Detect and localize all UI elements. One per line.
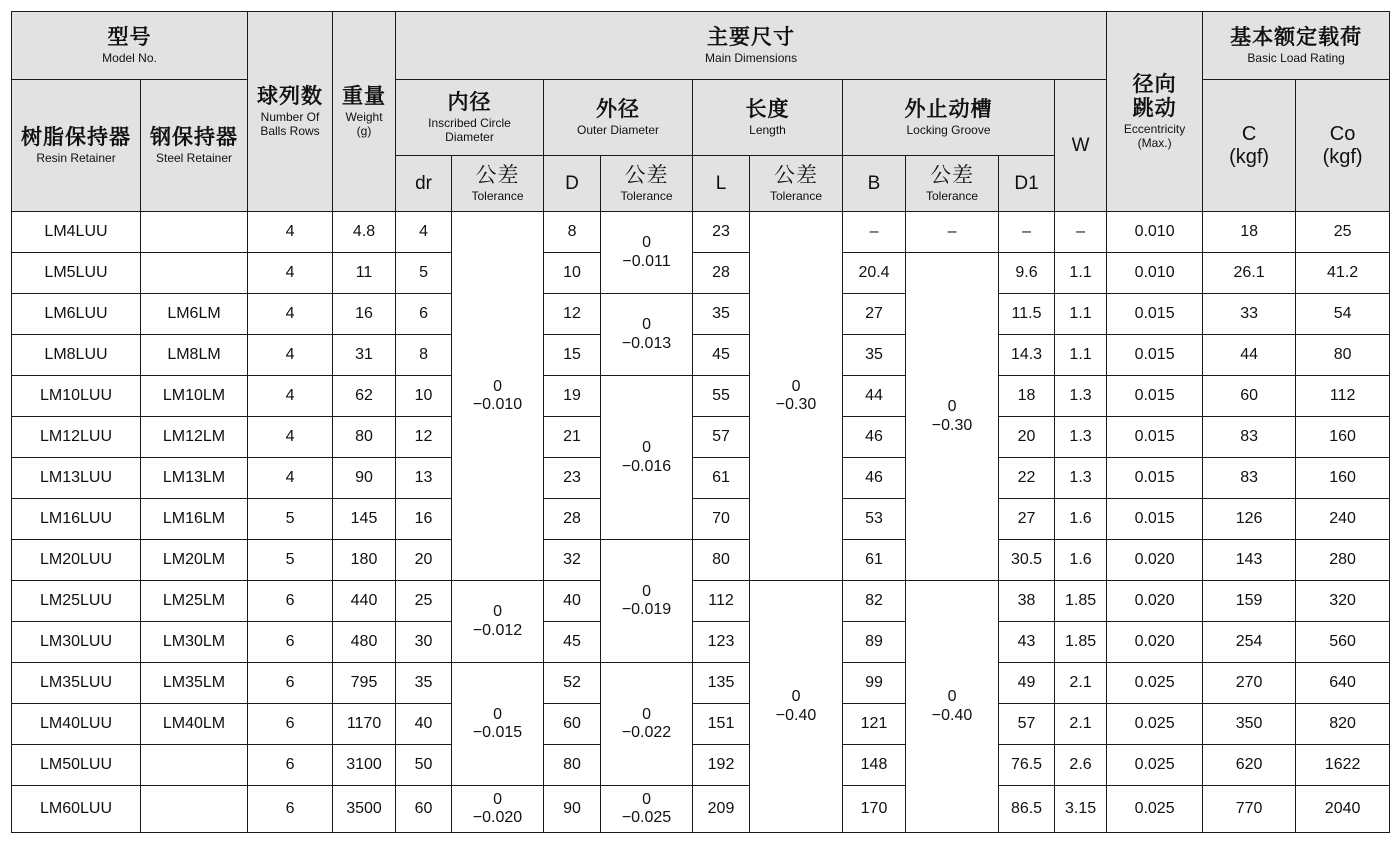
cell-D1: –: [999, 212, 1055, 253]
cell-balls: 6: [248, 745, 333, 786]
cell-D1: 86.5: [999, 786, 1055, 833]
cell-steel: LM13LM: [141, 458, 248, 499]
cell-L: 70: [693, 499, 750, 540]
cell-balls: 4: [248, 417, 333, 458]
cell-eccentricity: 0.010: [1107, 212, 1203, 253]
cell-balls: 5: [248, 499, 333, 540]
cell-D: 19: [544, 376, 601, 417]
cell-B: 89: [843, 622, 906, 663]
cell-C: 18: [1203, 212, 1296, 253]
cell-Co: 25: [1296, 212, 1390, 253]
cell-Co: 240: [1296, 499, 1390, 540]
header-D1: D1: [999, 156, 1055, 212]
cell-weight: 1170: [333, 704, 396, 745]
cell-outer-tolerance: 0 −0.022: [601, 663, 693, 786]
cell-Co: 54: [1296, 294, 1390, 335]
cell-steel: [141, 786, 248, 833]
cell-dr: 20: [396, 540, 452, 581]
table-row: [12, 499, 1390, 540]
cell-W: 1.3: [1055, 458, 1107, 499]
cell-D: 32: [544, 540, 601, 581]
cell-C: 26.1: [1203, 253, 1296, 294]
cell-L: 57: [693, 417, 750, 458]
cell-D1: 11.5: [999, 294, 1055, 335]
cell-dr: 35: [396, 663, 452, 704]
cell-W: 1.1: [1055, 294, 1107, 335]
cell-resin: LM20LUU: [12, 540, 141, 581]
cell-D: 60: [544, 704, 601, 745]
header-D: D: [544, 156, 601, 212]
cell-balls: 4: [248, 458, 333, 499]
header-steel-retainer: 钢保持器 Steel Retainer: [141, 80, 248, 212]
cell-B: 35: [843, 335, 906, 376]
cell-steel: [141, 212, 248, 253]
cell-outer-tolerance: 0 −0.013: [601, 294, 693, 376]
cell-C: 83: [1203, 417, 1296, 458]
cell-D: 80: [544, 745, 601, 786]
cell-W: 3.15: [1055, 786, 1107, 833]
table-row: [12, 786, 1390, 833]
header-c: C (kgf): [1203, 80, 1296, 212]
header-model: 型号 Model No.: [12, 12, 248, 80]
cell-weight: 480: [333, 622, 396, 663]
header-resin-retainer: 树脂保持器 Resin Retainer: [12, 80, 141, 212]
cell-resin: LM35LUU: [12, 663, 141, 704]
cell-eccentricity: 0.015: [1107, 499, 1203, 540]
cell-balls: 6: [248, 622, 333, 663]
cell-inner-tolerance: 0 −0.010: [452, 212, 544, 581]
cell-D: 10: [544, 253, 601, 294]
cell-D1: 22: [999, 458, 1055, 499]
cell-dr: 8: [396, 335, 452, 376]
cell-dr: 4: [396, 212, 452, 253]
cell-length-tolerance: 0 −0.40: [750, 581, 843, 833]
header-dr: dr: [396, 156, 452, 212]
cell-steel: LM6LM: [141, 294, 248, 335]
cell-balls: 5: [248, 540, 333, 581]
cell-eccentricity: 0.015: [1107, 458, 1203, 499]
cell-weight: 4.8: [333, 212, 396, 253]
table-row: [12, 458, 1390, 499]
cell-C: 33: [1203, 294, 1296, 335]
cell-L: 151: [693, 704, 750, 745]
cell-resin: LM13LUU: [12, 458, 141, 499]
cell-resin: LM60LUU: [12, 786, 141, 833]
cell-length-tolerance: 0 −0.30: [750, 212, 843, 581]
cell-weight: 80: [333, 417, 396, 458]
cell-C: 126: [1203, 499, 1296, 540]
cell-steel: LM8LM: [141, 335, 248, 376]
table-row: [12, 663, 1390, 704]
cell-D: 23: [544, 458, 601, 499]
cell-resin: LM5LUU: [12, 253, 141, 294]
cell-Co: 560: [1296, 622, 1390, 663]
cell-steel: [141, 253, 248, 294]
cell-outer-tolerance: 0 −0.025: [601, 786, 693, 833]
cell-B: 53: [843, 499, 906, 540]
cell-C: 60: [1203, 376, 1296, 417]
cell-B: 121: [843, 704, 906, 745]
table-row: [12, 622, 1390, 663]
cell-B: 148: [843, 745, 906, 786]
cell-B: 46: [843, 458, 906, 499]
cell-C: 770: [1203, 786, 1296, 833]
cell-D: 90: [544, 786, 601, 833]
cell-steel: LM40LM: [141, 704, 248, 745]
cell-eccentricity: 0.020: [1107, 622, 1203, 663]
cell-dr: 30: [396, 622, 452, 663]
cell-C: 159: [1203, 581, 1296, 622]
cell-steel: LM35LM: [141, 663, 248, 704]
cell-L: 45: [693, 335, 750, 376]
cell-weight: 145: [333, 499, 396, 540]
cell-dr: 40: [396, 704, 452, 745]
cell-weight: 3100: [333, 745, 396, 786]
header-B-tolerance: 公差 Tolerance: [906, 156, 999, 212]
cell-W: 1.3: [1055, 376, 1107, 417]
cell-B: 170: [843, 786, 906, 833]
cell-D: 45: [544, 622, 601, 663]
cell-steel: LM30LM: [141, 622, 248, 663]
cell-resin: LM30LUU: [12, 622, 141, 663]
cell-W: 2.1: [1055, 663, 1107, 704]
cell-dr: 25: [396, 581, 452, 622]
cell-eccentricity: 0.015: [1107, 335, 1203, 376]
cell-balls: 4: [248, 376, 333, 417]
cell-Co: 280: [1296, 540, 1390, 581]
header-w: W: [1055, 80, 1107, 212]
cell-weight: 16: [333, 294, 396, 335]
cell-C: 620: [1203, 745, 1296, 786]
header-weight: 重量 Weight (g): [333, 12, 396, 212]
cell-inner-tolerance: 0 −0.012: [452, 581, 544, 663]
cell-B: 46: [843, 417, 906, 458]
cell-Co: 640: [1296, 663, 1390, 704]
header-dr-tolerance: 公差 Tolerance: [452, 156, 544, 212]
cell-D: 21: [544, 417, 601, 458]
cell-balls: 6: [248, 581, 333, 622]
cell-dr: 12: [396, 417, 452, 458]
cell-W: –: [1055, 212, 1107, 253]
cell-balls: 4: [248, 253, 333, 294]
cell-D1: 14.3: [999, 335, 1055, 376]
cell-weight: 795: [333, 663, 396, 704]
cell-balls: 6: [248, 786, 333, 833]
cell-inner-tolerance: 0 −0.020: [452, 786, 544, 833]
cell-D: 28: [544, 499, 601, 540]
cell-W: 1.1: [1055, 335, 1107, 376]
table-row: [12, 212, 1390, 253]
cell-Co: 112: [1296, 376, 1390, 417]
cell-D1: 49: [999, 663, 1055, 704]
cell-Co: 2040: [1296, 786, 1390, 833]
cell-resin: LM16LUU: [12, 499, 141, 540]
cell-eccentricity: 0.015: [1107, 376, 1203, 417]
cell-steel: LM10LM: [141, 376, 248, 417]
header-balls: 球列数 Number Of Balls Rows: [248, 12, 333, 212]
cell-eccentricity: 0.015: [1107, 417, 1203, 458]
cell-balls: 4: [248, 294, 333, 335]
cell-steel: LM25LM: [141, 581, 248, 622]
cell-L: 55: [693, 376, 750, 417]
cell-L: 61: [693, 458, 750, 499]
cell-weight: 31: [333, 335, 396, 376]
cell-D1: 18: [999, 376, 1055, 417]
cell-groove-tolerance: –: [906, 212, 999, 253]
cell-C: 270: [1203, 663, 1296, 704]
cell-eccentricity: 0.015: [1107, 294, 1203, 335]
cell-D1: 20: [999, 417, 1055, 458]
header-inner-diameter: 内径 Inscribed Circle Diameter: [396, 80, 544, 156]
cell-W: 2.6: [1055, 745, 1107, 786]
table-row: [12, 335, 1390, 376]
cell-L: 135: [693, 663, 750, 704]
cell-eccentricity: 0.025: [1107, 786, 1203, 833]
table-row: [12, 581, 1390, 622]
cell-inner-tolerance: 0 −0.015: [452, 663, 544, 786]
cell-D: 52: [544, 663, 601, 704]
table-row: [12, 253, 1390, 294]
spec-table-container: [11, 11, 1390, 833]
cell-dr: 10: [396, 376, 452, 417]
header-main-dimensions: 主要尺寸 Main Dimensions: [396, 12, 1107, 80]
cell-Co: 1622: [1296, 745, 1390, 786]
header-length: 长度 Length: [693, 80, 843, 156]
table-row: [12, 745, 1390, 786]
cell-B: 61: [843, 540, 906, 581]
cell-eccentricity: 0.025: [1107, 745, 1203, 786]
cell-D1: 57: [999, 704, 1055, 745]
cell-Co: 820: [1296, 704, 1390, 745]
cell-D: 12: [544, 294, 601, 335]
cell-weight: 3500: [333, 786, 396, 833]
cell-D: 40: [544, 581, 601, 622]
cell-weight: 90: [333, 458, 396, 499]
cell-W: 1.85: [1055, 581, 1107, 622]
cell-resin: LM12LUU: [12, 417, 141, 458]
cell-resin: LM6LUU: [12, 294, 141, 335]
cell-weight: 180: [333, 540, 396, 581]
header-eccentricity: 径向 跳动 Eccentricity (Max.): [1107, 12, 1203, 212]
cell-resin: LM10LUU: [12, 376, 141, 417]
cell-Co: 160: [1296, 458, 1390, 499]
header-outer-diameter: 外径 Outer Diameter: [544, 80, 693, 156]
cell-C: 350: [1203, 704, 1296, 745]
header-D-tolerance: 公差 Tolerance: [601, 156, 693, 212]
cell-W: 1.85: [1055, 622, 1107, 663]
cell-resin: LM50LUU: [12, 745, 141, 786]
cell-dr: 5: [396, 253, 452, 294]
cell-B: 44: [843, 376, 906, 417]
table-row: [12, 704, 1390, 745]
cell-B: 82: [843, 581, 906, 622]
cell-eccentricity: 0.020: [1107, 581, 1203, 622]
cell-L: 80: [693, 540, 750, 581]
cell-D1: 30.5: [999, 540, 1055, 581]
cell-L: 209: [693, 786, 750, 833]
cell-B: 20.4: [843, 253, 906, 294]
cell-D: 8: [544, 212, 601, 253]
cell-B: 27: [843, 294, 906, 335]
cell-balls: 4: [248, 335, 333, 376]
cell-C: 83: [1203, 458, 1296, 499]
header-L: L: [693, 156, 750, 212]
cell-C: 44: [1203, 335, 1296, 376]
cell-L: 192: [693, 745, 750, 786]
cell-outer-tolerance: 0 −0.011: [601, 212, 693, 294]
cell-resin: LM4LUU: [12, 212, 141, 253]
cell-C: 143: [1203, 540, 1296, 581]
cell-weight: 440: [333, 581, 396, 622]
cell-L: 123: [693, 622, 750, 663]
cell-B: –: [843, 212, 906, 253]
cell-eccentricity: 0.010: [1107, 253, 1203, 294]
cell-C: 254: [1203, 622, 1296, 663]
cell-W: 1.3: [1055, 417, 1107, 458]
cell-L: 35: [693, 294, 750, 335]
cell-outer-tolerance: 0 −0.016: [601, 376, 693, 540]
cell-balls: 6: [248, 704, 333, 745]
cell-eccentricity: 0.020: [1107, 540, 1203, 581]
cell-B: 99: [843, 663, 906, 704]
cell-Co: 320: [1296, 581, 1390, 622]
cell-balls: 6: [248, 663, 333, 704]
cell-resin: LM40LUU: [12, 704, 141, 745]
cell-weight: 11: [333, 253, 396, 294]
table-row: [12, 417, 1390, 458]
cell-outer-tolerance: 0 −0.019: [601, 540, 693, 663]
cell-steel: [141, 745, 248, 786]
cell-D1: 9.6: [999, 253, 1055, 294]
cell-D: 15: [544, 335, 601, 376]
table-row: [12, 376, 1390, 417]
linear-bearing-spec-table: [11, 11, 1390, 833]
cell-Co: 160: [1296, 417, 1390, 458]
cell-W: 1.6: [1055, 540, 1107, 581]
cell-D1: 76.5: [999, 745, 1055, 786]
cell-Co: 41.2: [1296, 253, 1390, 294]
cell-W: 1.6: [1055, 499, 1107, 540]
cell-dr: 60: [396, 786, 452, 833]
cell-eccentricity: 0.025: [1107, 704, 1203, 745]
cell-groove-tolerance: 0 −0.30: [906, 253, 999, 581]
cell-eccentricity: 0.025: [1107, 663, 1203, 704]
table-row: [12, 294, 1390, 335]
cell-steel: LM20LM: [141, 540, 248, 581]
cell-dr: 6: [396, 294, 452, 335]
cell-dr: 16: [396, 499, 452, 540]
cell-steel: LM16LM: [141, 499, 248, 540]
cell-L: 112: [693, 581, 750, 622]
header-co: Co (kgf): [1296, 80, 1390, 212]
cell-D1: 38: [999, 581, 1055, 622]
cell-Co: 80: [1296, 335, 1390, 376]
cell-L: 23: [693, 212, 750, 253]
cell-groove-tolerance: 0 −0.40: [906, 581, 999, 833]
header-L-tolerance: 公差 Tolerance: [750, 156, 843, 212]
cell-steel: LM12LM: [141, 417, 248, 458]
table-row: [12, 540, 1390, 581]
cell-weight: 62: [333, 376, 396, 417]
cell-balls: 4: [248, 212, 333, 253]
cell-dr: 50: [396, 745, 452, 786]
header-locking-groove: 外止动槽 Locking Groove: [843, 80, 1055, 156]
cell-D1: 43: [999, 622, 1055, 663]
cell-resin: LM8LUU: [12, 335, 141, 376]
cell-resin: LM25LUU: [12, 581, 141, 622]
header-B: B: [843, 156, 906, 212]
cell-W: 2.1: [1055, 704, 1107, 745]
cell-dr: 13: [396, 458, 452, 499]
cell-W: 1.1: [1055, 253, 1107, 294]
cell-D1: 27: [999, 499, 1055, 540]
cell-L: 28: [693, 253, 750, 294]
header-basic-load: 基本额定载荷 Basic Load Rating: [1203, 12, 1390, 80]
